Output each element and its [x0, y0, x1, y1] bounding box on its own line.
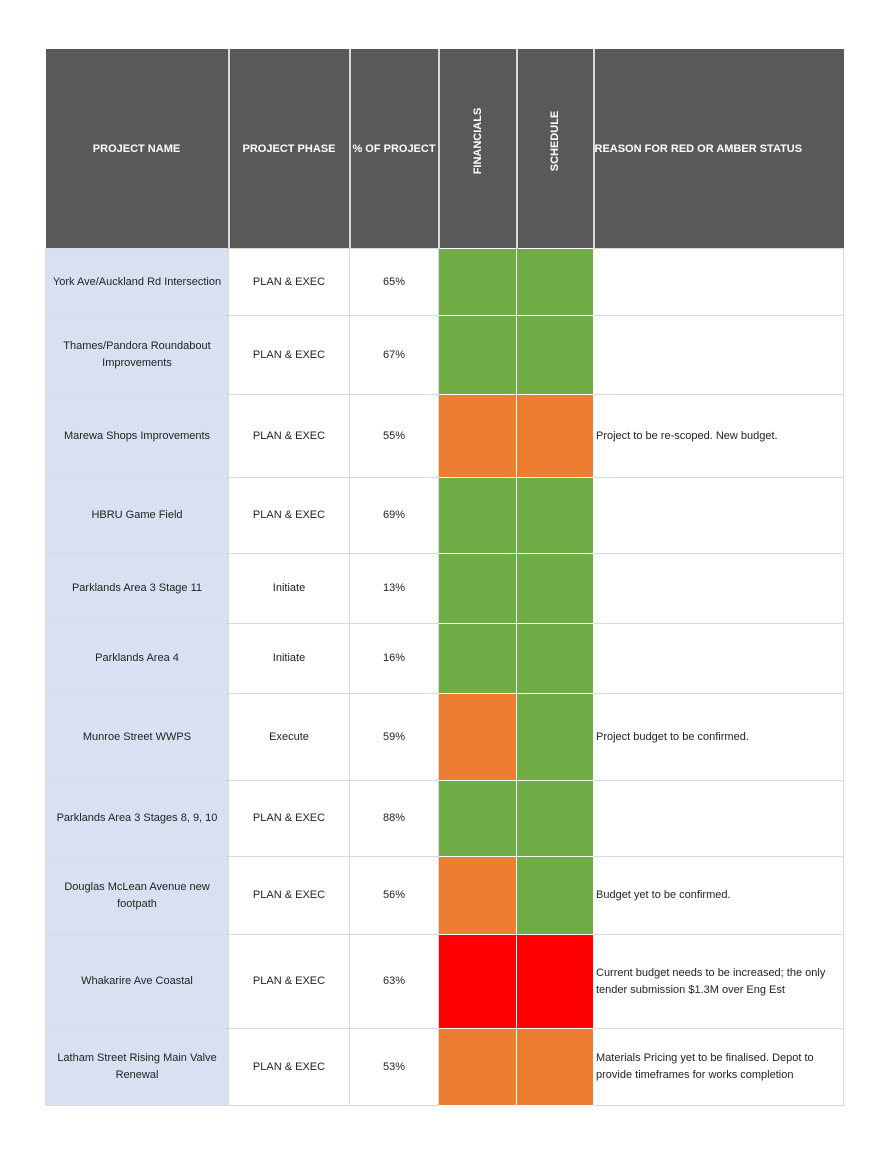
header-financials — [439, 49, 517, 249]
table-row — [46, 316, 844, 395]
financials-status-cell — [439, 249, 517, 316]
schedule-status-cell — [517, 694, 594, 781]
project-name-cell: Douglas McLean Avenue new footpath — [46, 857, 229, 935]
project-status-table — [45, 49, 844, 1106]
reason-cell — [594, 478, 844, 554]
project-percent-cell: 63% — [350, 935, 439, 1029]
project-phase-cell: PLAN & EXEC — [229, 478, 350, 554]
project-phase-cell: PLAN & EXEC — [229, 316, 350, 395]
financials-status-cell — [439, 781, 517, 857]
table-row — [46, 478, 844, 554]
reason-cell — [594, 249, 844, 316]
financials-status-cell — [439, 478, 517, 554]
project-phase-cell: Initiate — [229, 624, 350, 694]
header-project-phase: PROJECT PHASE — [229, 49, 350, 249]
header-percent-of-project: % OF PROJECT — [350, 49, 439, 249]
reason-cell: Project to be re-scoped. New budget. — [594, 395, 844, 478]
header-project-name: PROJECT NAME — [46, 49, 229, 249]
table-row — [46, 249, 844, 316]
schedule-status-cell — [517, 478, 594, 554]
schedule-status-cell — [517, 395, 594, 478]
reason-cell: Project budget to be confirmed. — [594, 694, 844, 781]
project-phase-cell: PLAN & EXEC — [229, 935, 350, 1029]
table-row — [46, 624, 844, 694]
project-percent-cell: 55% — [350, 395, 439, 478]
reason-cell — [594, 554, 844, 624]
reason-cell — [594, 781, 844, 857]
financials-status-cell — [439, 857, 517, 935]
schedule-status-cell — [517, 935, 594, 1029]
financials-status-cell — [439, 1029, 517, 1106]
project-name-cell: Marewa Shops Improvements — [46, 395, 229, 478]
reason-cell: Materials Pricing yet to be finalised. Depot to provide timeframes for works completion — [594, 1029, 844, 1106]
project-percent-cell: 59% — [350, 694, 439, 781]
project-name-cell: Parklands Area 3 Stages 8, 9, 10 — [46, 781, 229, 857]
project-phase-cell: PLAN & EXEC — [229, 249, 350, 316]
schedule-status-cell — [517, 624, 594, 694]
project-name-cell: Thames/Pandora Roundabout Improvements — [46, 316, 229, 395]
project-name-cell: Parklands Area 3 Stage 11 — [46, 554, 229, 624]
financials-status-cell — [439, 935, 517, 1029]
table-row — [46, 935, 844, 1029]
project-percent-cell: 88% — [350, 781, 439, 857]
project-percent-cell: 65% — [350, 249, 439, 316]
header-reason: REASON FOR RED OR AMBER STATUS — [594, 49, 844, 249]
financials-status-cell — [439, 624, 517, 694]
schedule-status-cell — [517, 554, 594, 624]
table-row — [46, 1029, 844, 1106]
project-percent-cell: 56% — [350, 857, 439, 935]
financials-status-cell — [439, 694, 517, 781]
project-percent-cell: 67% — [350, 316, 439, 395]
project-phase-cell: Execute — [229, 694, 350, 781]
reason-cell — [594, 624, 844, 694]
project-name-cell: HBRU Game Field — [46, 478, 229, 554]
project-name-cell: Latham Street Rising Main Valve Renewal — [46, 1029, 229, 1106]
table-row — [46, 554, 844, 624]
table-row — [46, 857, 844, 935]
project-name-cell: Parklands Area 4 — [46, 624, 229, 694]
table-header — [46, 49, 844, 249]
project-name-cell: Whakarire Ave Coastal — [46, 935, 229, 1029]
project-percent-cell: 69% — [350, 478, 439, 554]
financials-status-cell — [439, 395, 517, 478]
schedule-status-cell — [517, 316, 594, 395]
reason-cell — [594, 316, 844, 395]
schedule-status-cell — [517, 781, 594, 857]
schedule-status-cell — [517, 1029, 594, 1106]
project-phase-cell: PLAN & EXEC — [229, 1029, 350, 1106]
header-schedule — [517, 49, 594, 249]
reason-cell: Budget yet to be confirmed. — [594, 857, 844, 935]
table-body — [46, 249, 844, 1106]
project-phase-cell: PLAN & EXEC — [229, 781, 350, 857]
project-phase-cell: Initiate — [229, 554, 350, 624]
project-phase-cell: PLAN & EXEC — [229, 857, 350, 935]
table-row — [46, 781, 844, 857]
table-row — [46, 694, 844, 781]
project-name-cell: York Ave/Auckland Rd Intersection — [46, 249, 229, 316]
schedule-status-cell — [517, 857, 594, 935]
project-percent-cell: 13% — [350, 554, 439, 624]
schedule-status-cell — [517, 249, 594, 316]
header-financials-label: FINANCIALS — [471, 107, 484, 174]
header-schedule-label: SCHEDULE — [549, 110, 561, 171]
project-phase-cell: PLAN & EXEC — [229, 395, 350, 478]
reason-cell: Current budget needs to be increased; the only tender submission $1.3M over Eng Est — [594, 935, 844, 1029]
project-percent-cell: 16% — [350, 624, 439, 694]
financials-status-cell — [439, 316, 517, 395]
table-row — [46, 395, 844, 478]
header-row — [46, 49, 844, 249]
project-name-cell: Munroe Street WWPS — [46, 694, 229, 781]
project-percent-cell: 53% — [350, 1029, 439, 1106]
financials-status-cell — [439, 554, 517, 624]
